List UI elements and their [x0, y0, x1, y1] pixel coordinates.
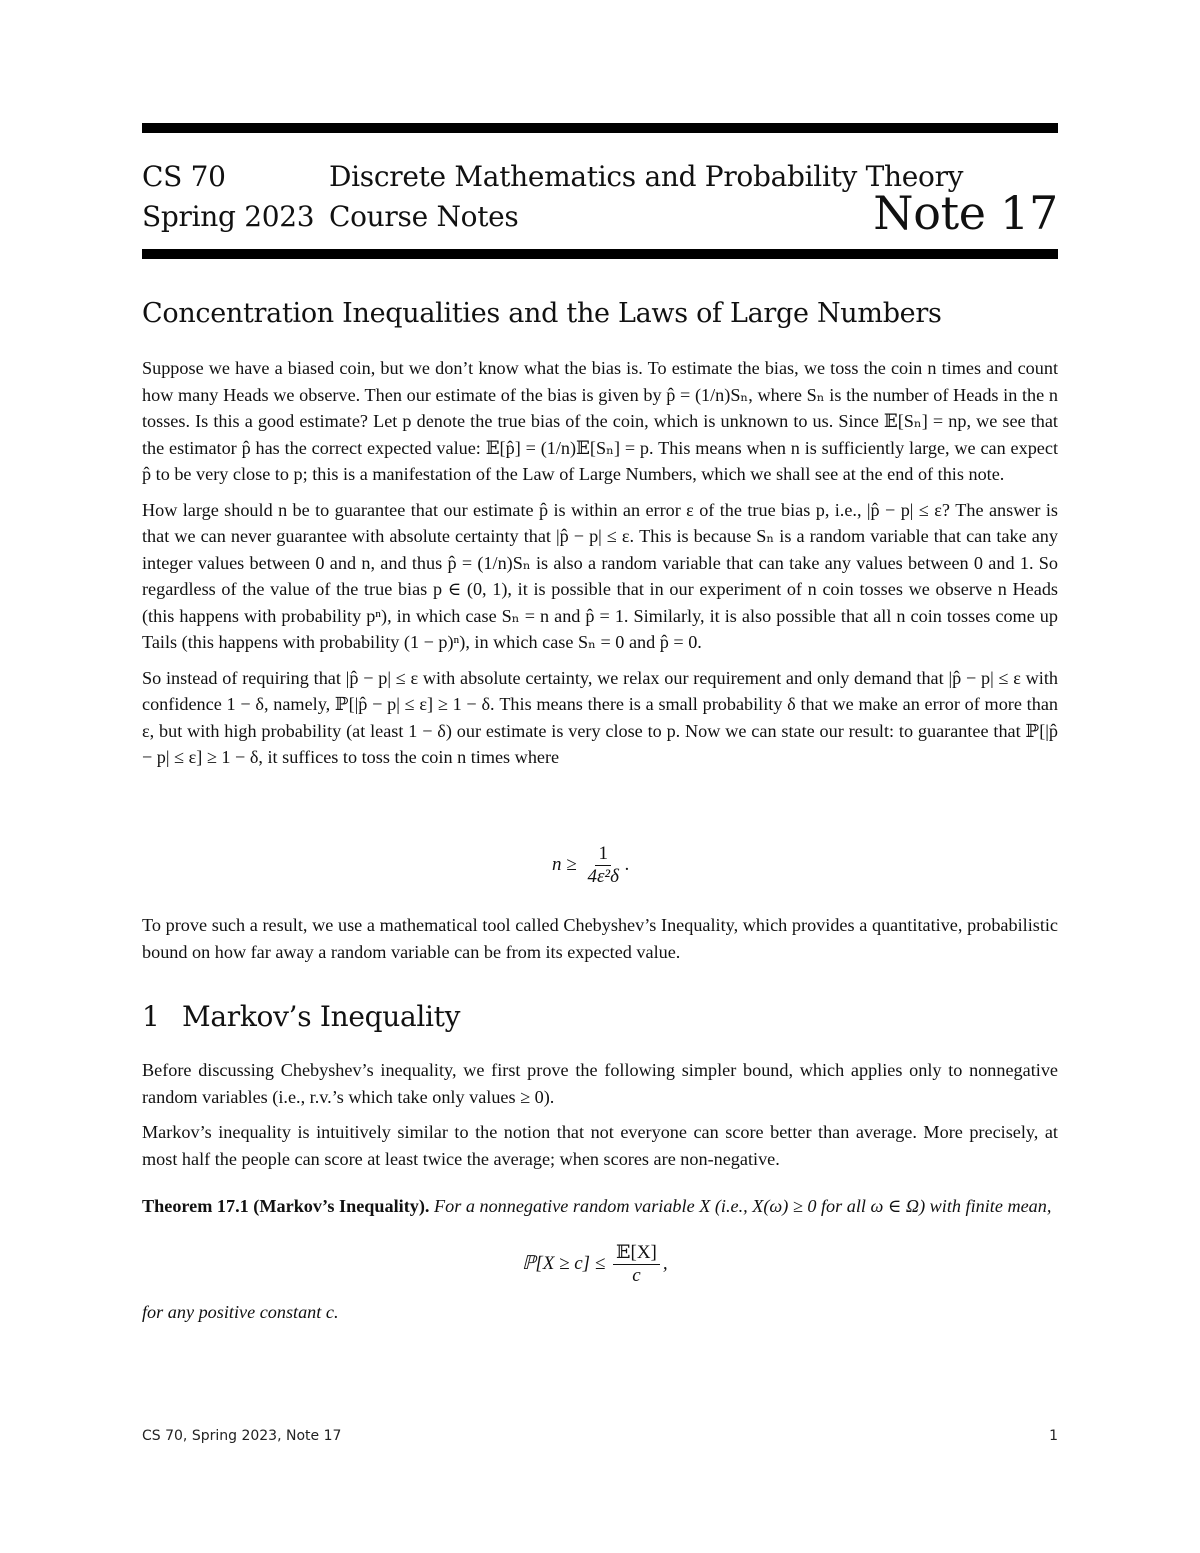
fraction-numerator: 𝔼[X] — [613, 1242, 660, 1265]
theorem-closing: for any positive constant c. — [142, 1302, 339, 1322]
theorem-statement: For a nonnegative random variable X (i.e., X(ω) ≥ 0 for all ω ∈ Ω) with finite mean, — [434, 1196, 1052, 1216]
section-title: Markov’s Inequality — [182, 1000, 461, 1033]
term-label: Spring 2023 — [142, 200, 315, 233]
header-rule-bottom — [142, 249, 1058, 259]
header-rule-top — [142, 123, 1058, 133]
course-subtitle: Course Notes — [329, 200, 519, 233]
chebyshev-intro — [142, 912, 1058, 974]
course-title: Discrete Mathematics and Probability Theory — [329, 160, 964, 193]
fraction-denominator: 4ε²δ — [587, 866, 619, 887]
paragraph-3: So instead of requiring that |p̂ − p| ≤ ε with absolute certainty, we relax our requirement and only demand that |p̂ − p| ≤ ε with confidence 1 − δ, namely, ℙ[|p̂ − p| ≤ ε] ≥ 1 − δ. This means there is a small probability δ that we make an error of more than ε, but with high probability (at least 1 − δ) our estimate is very close to p. Now we can state our result: to guarantee that ℙ[|p̂ − p| ≤ ε] ≥ 1 − δ, it suffices to toss the coin n times where — [142, 667, 1058, 767]
markov-body — [142, 1057, 1058, 1181]
equation-lhs: ℙ[X ≥ c] ≤ — [522, 1252, 606, 1274]
page-number: 1 — [1049, 1428, 1058, 1444]
section-number: 1 — [142, 1000, 160, 1033]
equation-sample-size — [552, 843, 630, 888]
fraction-numerator: 1 — [595, 843, 611, 866]
note-number: Note 17 — [873, 186, 1058, 240]
paragraph-4: To prove such a result, we use a mathematical tool called Chebyshev’s Inequality, which provides a quantitative, probabilistic bound on how far away a random variable can be from its expected value. — [142, 915, 1058, 962]
page — [142, 0, 1058, 1553]
course-label: CS 70 — [142, 160, 226, 193]
equation-lhs: n ≥ — [552, 853, 577, 875]
intro-body — [142, 355, 1058, 780]
theorem-lead: Theorem 17.1 (Markov’s Inequality). — [142, 1196, 430, 1216]
footer-text: CS 70, Spring 2023, Note 17 — [142, 1428, 342, 1444]
equation-tail: . — [624, 853, 630, 875]
equation-fraction — [584, 843, 622, 888]
section-heading — [142, 1000, 460, 1033]
equation-fraction — [613, 1242, 660, 1287]
equation-markov — [522, 1242, 668, 1287]
fraction-denominator: c — [632, 1265, 641, 1286]
equation-tail: , — [662, 1252, 668, 1274]
paragraph-5: Before discussing Chebyshev’s inequality, we first prove the following simpler bound, which applies only to nonnegative random variables (i.e., r.v.’s which take only values ≥ 0). — [142, 1060, 1058, 1107]
paragraph-2: How large should n be to guarantee that our estimate p̂ is within an error ε of the true bias p, i.e., |p̂ − p| ≤ ε? The answer is that we can never guarantee with absolute certainty that |p̂ − p| ≤ ε. This is because Sₙ is a random variable that can take any integer values between 0 and n, and thus p̂ = (1/n)Sₙ is also a random variable that can take any values between 0 and 1. So regardless of the value of the true bias p ∈ (0, 1), it is possible that in our experiment of n coin tosses we observe n Heads (this happens with probability pⁿ), in which case Sₙ = n and p̂ = 1. Similarly, it is also possible that all n coin tosses come up Tails (this happens with probability (1 − p)ⁿ), in which case Sₙ = 0 and p̂ = 0. — [142, 499, 1058, 652]
paragraph-6: Markov’s inequality is intuitively similar to the notion that not everyone can score better than average. More precisely, at most half the people can score at least twice the average; when scores are non-negative. — [142, 1122, 1058, 1169]
theorem-block — [142, 1193, 1058, 1220]
page-title: Concentration Inequalities and the Laws of Large Numbers — [142, 298, 942, 329]
paragraph-1: Suppose we have a biased coin, but we don’t know what the bias is. To estimate the bias, we toss the coin n times and count how many Heads we observe. Then our estimate of the bias is given by p̂ = (1/n)Sₙ, where Sₙ is the number of Heads in the n tosses. Is this a good estimate? Let p denote the true bias of the coin, which is unknown to us. Since 𝔼[Sₙ] = np, we see that the estimator p̂ has the correct expected value: 𝔼[p̂] = (1/n)𝔼[Sₙ] = p. This means when n is sufficiently large, we can expect p̂ to be very close to p; this is a manifestation of the Law of Large Numbers, which we shall see at the end of this note. — [142, 358, 1058, 484]
